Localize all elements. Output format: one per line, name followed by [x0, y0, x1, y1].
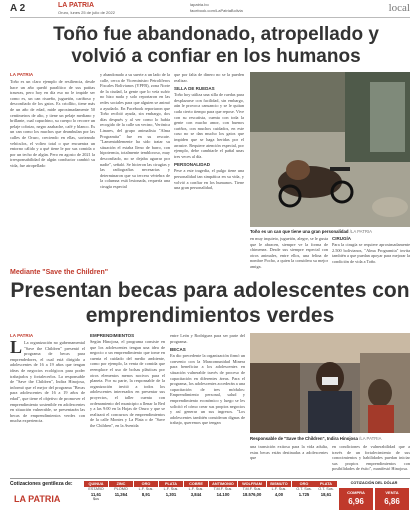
quote-name: ORO — [134, 481, 158, 487]
quote-value: 14.100 — [216, 492, 230, 497]
article2-column-2 — [90, 333, 165, 473]
article2-text-3: entre León y Rodríguez para ser parte del programa. — [170, 333, 245, 344]
quote-value: 8,91 — [141, 492, 151, 497]
article1-column-4a — [250, 236, 328, 269]
article2-column-1 — [10, 333, 85, 473]
hinojosa-photo — [250, 333, 410, 433]
article1-headline: Toño fue abandonado, atropellado y volvió a confiar en los humanos — [53, 24, 379, 67]
footer-logo: LA PATRIA — [14, 494, 61, 504]
dog-photo-caption — [250, 229, 410, 234]
article2-column-4b — [332, 444, 410, 474]
quote-cell — [315, 481, 337, 511]
article1-subhead-silla: SILLA DE RUEDAS — [174, 86, 215, 92]
quote-cell — [292, 481, 316, 511]
article1-subhead-cirugia: CIRUGÍA — [332, 236, 351, 241]
quote-value: 18,61 — [320, 492, 332, 497]
quote-name: WOLFRAM — [238, 481, 266, 487]
quote-sub: L.F. Sus. — [163, 487, 179, 491]
article2-text-4b: en condiciones de vulnerabilidad que a través de un fortalecimiento de sus conocimientos y habilidades puedan iniciar sus propios emprendimientos con posibilidades de éxito", manifestó Hinojosa. — [332, 444, 410, 472]
venta-value: 6,86 — [384, 497, 400, 506]
article1-text-3: que por falta de dinero no se la pueden realizar. — [174, 72, 244, 83]
article2-subhead-emprendimientos: EMPRENDIMIENTOS — [90, 333, 135, 338]
quote-sub: O.T. Sus. — [318, 487, 334, 491]
facebook-link[interactable]: facebook.com/LaPatriaBolivia — [190, 8, 243, 13]
quote-sub: T.M.F. Sus. — [213, 487, 233, 491]
article2-column-3 — [170, 333, 245, 473]
issue-date: Oruro, lunes 25 de julio de 2022 — [58, 10, 115, 15]
quote-value: 11,264 — [114, 492, 128, 497]
page-header — [0, 0, 420, 18]
header-divider — [10, 17, 410, 18]
article2-column-4a — [250, 444, 328, 474]
quote-cell — [238, 481, 266, 511]
quote-sub: O.T. Sus. — [296, 487, 312, 491]
article1-text-3c: Pese a este tragedia, el pulgo tiene una personalidad tan simpática en su vida, y volvió a confiar en los humanos. Tiene una gran personalidad, — [174, 168, 244, 191]
caption-text: Toño es un can que tiene una gran personalidad — [250, 229, 349, 234]
article2-headline: Presentan becas para adolescentes con emprendimientos verdes — [10, 279, 410, 327]
quote-name: QUINUA — [84, 481, 108, 487]
quote-name: ZINC — [109, 481, 133, 487]
quote-cell — [109, 481, 133, 511]
quote-value: 4,00 — [274, 492, 284, 497]
quote-sub: L.F. Sus. — [271, 487, 287, 491]
quote-name: ORO — [292, 481, 316, 487]
dollar-venta — [375, 488, 409, 510]
article1-text-2: y abandonado a su suerte a un lado de la calle, cerca de Viceministro Petrolíferos Fiscales Bolivianos (YPFB), zona Norte de la ciudad, la gente que lo veía sufrir no hizo nada y solo reportaron en las redes sociales para que alguien se animó a ayudarlo. En Facebook reportaron que Toño recibió ayuda, sin embargo, dos días después y al ver como lo había recogido de la calle un vecino, Verónica Linares, del grupo animalista "Alma Programita" fue en su rescate. "Lamentablemente ha sido tratar su situación el estaba lleno de barro, con hipotermia, totalmente tembloroso, muy desconfiado, no se dejaba agarrar por nadie", señaló. Se hicieron las cirugías y las radiografías necesarias y determinaron que su tercera vértebra de la columna está lesionada, requería una cirugía especial — [100, 72, 170, 189]
hinojosa-photo-caption — [250, 436, 410, 441]
quote-name: COBRE — [184, 481, 208, 487]
article1-text-4b: Para la cirugía se requiere aproximadamente 2.500 bolivianos, "Alma Programita" invita también a que puedan apoyar para mejorar la condición de vida a Toño. — [332, 242, 410, 264]
article2-text-3b: En dio precedente la organización firmó un convenio con la Mancomunidad Minera para beneficiar a los adolescentes en situación vulnerable través de proceso de capacitación en diferentes áreas. Para el programa, los adolescentes accederán a una capacitación de tres módulos: Emprendimiento personal, salud y emprendimiento económico y luego se les solicitó el cómo crear sus propios negocios y así generar un sus ingresos. "Los adolescentes también consideran dignas de trabajo, queremos que tengan — [170, 353, 245, 426]
quote-cell — [134, 481, 158, 511]
quote-cell — [159, 481, 183, 511]
section-label: local — [388, 2, 410, 14]
quote-sub: L.F. Sus. — [138, 487, 154, 491]
article2-text-1: La organización no gubernamental "Save the Children" presentó el programa de becas para emprendedores, el cual está dirigido a adolescentes de 16 a 19 años que tengan ideas de negocios ecológicos para poder trabajarlos y fortalecerlos. La responsable de "Save the Children", Indira Hinojosa, informó que el mejor del programa "Becas para adolescentes de 16 a 19 años de edad", que tiene el objetivo de promover el emprendimiento sostenible en adolescentes en situación vulnerable, se presentarán las becas de emprendimientos verdes con mucha experiencia. — [10, 340, 85, 424]
caption-text-2: Responsable de "Save the Children", Indira Hinojosa — [250, 436, 358, 441]
footer-divider — [10, 478, 410, 479]
quote-sub: ESTAÑO — [88, 487, 104, 491]
quote-name: PLATA — [315, 481, 337, 487]
quote-name: PLATA — [159, 481, 183, 487]
quote-cell — [84, 481, 108, 511]
dollar-compra — [339, 488, 373, 510]
dollar-quote-title: COTIZACIÓN DEL DÓLAR — [350, 481, 398, 485]
article1-column-4b — [332, 236, 410, 264]
newspaper-logo: LA PATRIA — [58, 2, 95, 9]
quote-sub: PLOMO — [114, 487, 128, 491]
article1-text-1: Toño es un claro ejemplo de resiliencia, desde hace un año quedó paralítico de sus patitas traseras, pero hoy en día eso no le impide ser como es, un can risueño, juguetón, cariñoso y desconfiado de los gatos. Es criollito, tiene más de un año de edad, mide aproximadamente 50 centímetros de alto, y tiene un pelaje mediano y brillante, cual capuchino, su cuerpo lo recorre un pelaje cobrizo, negro azabache, café y blanco. Es un can como los muchos que deambulan por las calles de Oruro, creciendo en ellas, sorteando vehículos, el volteo total o que encuentra un entorno cálido y a qué tiene le por sus comida o por un techo de algún. Pero en agosto de 2021 la irresponsabilidad de algún conductor cambió su vida, fue atropellado — [10, 79, 95, 168]
article2-kicker: Mediante "Save the Children" — [10, 269, 109, 276]
quote-name: BISMUTO — [267, 481, 291, 487]
quote-cell — [267, 481, 291, 511]
caption-credit-2: /LA PATRIA — [359, 436, 382, 441]
quote-value: 1,301 — [165, 492, 177, 497]
article2-text-2: Según Hinojosa, el programa consiste en que los adolescentes tengan una idea de negocio o un emprendimiento que tome en cuenta el cuidado del medio ambiente, como por ejemplo, la venta de comida que reemplace el uso de bolsas plásticas por otros elementos menos nocivos para el planeta. Por su parte, la responsable de la organización invitó a todos los adolescentes interesados en presentar sus proyectos, el taller cuenta con ordenamiento del municipio a llenar la Red y a las 9:00 en la Hojas de Oruro y que se realizará el concursos de emprendimientos de la calle Montes y La Plata o de "Save the Children", en la Avenida — [90, 339, 165, 428]
article1-text-4a: en muy inquieto, juguetón, alegre, se le gusta que le abracen, siempre ve la forma de chimenea. Desde sus siempre especial con otros animales, entre ellos, una felina de nombre Pocho, a quien la considera su mejor amiga. — [250, 236, 328, 269]
dollar-quote-box — [338, 481, 410, 511]
article1-byline: LA PATRIA — [10, 72, 34, 77]
quote-cell — [184, 481, 208, 511]
compra-label: COMPRA — [347, 490, 365, 495]
page-number: A 2 — [10, 3, 26, 14]
quotes-title: Cotizaciones gentileza de: — [10, 481, 73, 487]
quote-name: ANTIMONIO — [209, 481, 237, 487]
article2-text-4a: una transición exitosa para la vida adulta, estas becas están destinadas a adolescentes que — [250, 444, 328, 461]
article1-column-3 — [174, 72, 244, 262]
quote-cell — [209, 481, 237, 511]
article1-text-3b: Toño hoy utiliza una silla de ruedas para desplazarse con facilidad, sin embargo, aún le provoca cansancio y se le quitan cada cierto tiempo para que repose. Vive con su rescatista, cuenta con toda la gente con mucho amor, con buenos cariños, con muchos cuidados, en este caso no se dan mucho los gatos que impiden que se haga heridas por el arrastre. Requiere atención especial, por ejemplo, debe cambiarle el pañal unas tres veces al día. — [174, 92, 244, 159]
dog-photo — [250, 72, 410, 227]
compra-value: 6,96 — [348, 497, 364, 506]
article2-subhead-becas: BECAS — [170, 347, 186, 353]
article1-column-2 — [100, 72, 170, 262]
quote-value: 1.725 — [298, 492, 310, 497]
quote-value: 18.576,00 — [242, 492, 262, 497]
article1-subhead-personalidad: PERSONALIDAD — [174, 162, 211, 168]
quote-value: 3,844 — [190, 492, 202, 497]
quote-value: 11,61 — [90, 492, 102, 497]
website-link[interactable]: lapatria.bo — [190, 2, 209, 7]
drop-cap: L — [10, 337, 23, 357]
article1-column-1 — [10, 72, 95, 262]
quote-sub: T.M.F. Sus. — [242, 487, 262, 491]
article2-byline: LA PATRIA — [10, 333, 34, 338]
quote-unit: $us — [92, 497, 100, 501]
quote-sub: L.F. Sus. — [188, 487, 204, 491]
venta-label: VENTA — [385, 490, 399, 495]
caption-credit: /LA PATRIA — [349, 229, 373, 234]
